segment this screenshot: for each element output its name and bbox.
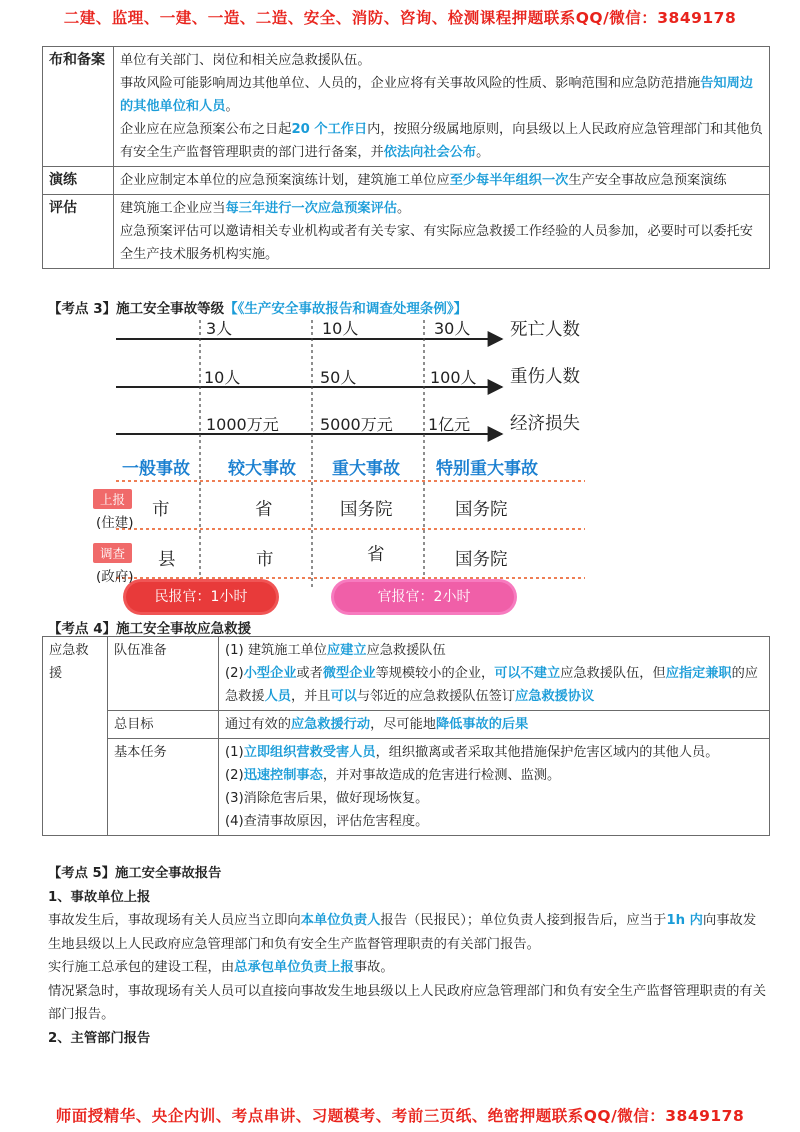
highlight: 小型企业	[243, 666, 297, 681]
injury-label-rest: 人数	[545, 367, 580, 387]
injury-10: 10人	[204, 368, 241, 387]
text: 。	[476, 145, 490, 160]
bottom-banner: 师面授精华、央企内训、考点串讲、习题模考、考前三页纸、绝密押题联系QQ/微信：3849178	[55, 1107, 745, 1125]
kp3-title	[48, 297, 467, 317]
civil-report-cloud: 民报官：1小时	[126, 582, 276, 612]
loss-1000w: 1000万元	[206, 415, 279, 434]
investigate-tag: 调查	[93, 543, 132, 563]
injury-emphasis: 重伤	[510, 367, 545, 387]
highlight: 总承包单位负责上报	[234, 960, 354, 975]
report-tag: 上报	[93, 489, 132, 509]
table-row	[43, 739, 770, 836]
text-line	[225, 764, 763, 787]
kp5-para1	[48, 909, 768, 956]
row-body-beian	[114, 47, 770, 167]
highlight: 迅速控制事态	[243, 768, 323, 783]
highlight: 依法向社会公布	[383, 145, 477, 160]
text: 事故发生后，事故现场有关人员应当立即向	[48, 913, 301, 928]
text-line	[225, 639, 763, 662]
report-general: 市	[152, 500, 170, 520]
goal-label: 总目标	[108, 711, 219, 739]
table-row	[43, 711, 770, 739]
level-major: 重大事故	[332, 459, 400, 479]
text-line	[120, 197, 763, 220]
highlight: 应建立	[327, 643, 367, 658]
highlight: 应急救援协议	[515, 689, 595, 704]
highlight: 人员	[264, 689, 291, 704]
highlight: 可以	[330, 689, 357, 704]
task-label: 基本任务	[108, 739, 219, 836]
kp5-sub2: 2、主管部门报告	[48, 1030, 151, 1046]
text: 事故风险可能影响周边其他单位、人员的，企业应将有关事故风险的性质、影响范围和应急防范措施	[120, 76, 701, 91]
text-line	[225, 662, 763, 708]
highlight: 降低事故的后果	[436, 717, 529, 732]
loss-5000w: 5000万元	[320, 415, 393, 434]
text-line	[120, 72, 763, 118]
report-extra-major: 国务院	[455, 500, 508, 520]
top-banner: 二建、监理、一建、一造、二造、安全、消防、咨询、检测课程押题联系QQ/微信：3849178	[63, 9, 737, 27]
text: 生产安全事故应急预案演练	[568, 173, 727, 188]
death-3: 3人	[206, 319, 233, 338]
kp5-sub1: 1、事故单位上报	[48, 889, 151, 905]
text: ，组织撤离或者采取其他措施保护危害区域内的其他人员。	[375, 745, 719, 760]
emergency-rescue-table	[42, 636, 770, 836]
highlight: 告知周边的其他单位和人员	[120, 76, 753, 114]
kp5-para3: 情况紧急时，事故现场有关人员可以直接向事故发生地县级以上人民政府应急管理部门和负有安全生产监督管理职责的有关部门报告。	[48, 983, 767, 1022]
row-head-pinggu: 评估	[43, 195, 114, 269]
text-line: 单位有关部门、岗位和相关应急救援队伍。	[120, 53, 371, 68]
investigate-extra-major: 国务院	[455, 550, 508, 570]
injury-label	[510, 363, 580, 388]
text: ，并对事故造成的危害进行检测、监测。	[322, 768, 561, 783]
highlight: 20 个工作日	[291, 122, 368, 137]
report-major: 国务院	[340, 500, 393, 520]
goal-content	[219, 711, 770, 739]
text-line: 应急预案评估可以邀请相关专业机构或者有关专家、有实际应急救援工作经验的人员参加，必要时可以委托安全生产技术服务机构实施。	[120, 224, 753, 262]
level-general: 一般事故	[122, 459, 190, 479]
row-head-yanlian: 演练	[43, 167, 114, 195]
highlight: 应急救援行动	[290, 717, 371, 732]
kp4-title: 【考点 4】施工安全事故应急救援	[48, 621, 252, 637]
investigate-org: (政府)	[96, 569, 134, 585]
injury-50: 50人	[320, 368, 357, 387]
text: 实行施工总承包的建设工程，由	[48, 960, 235, 975]
text: 。	[396, 201, 411, 216]
text: 。	[225, 99, 239, 114]
text: 应急救援队伍	[366, 643, 446, 658]
text: (1) 建筑施工单位	[225, 643, 327, 658]
death-30: 30人	[434, 319, 471, 338]
kp5-title: 【考点 5】施工安全事故报告	[48, 866, 222, 881]
highlight: 可以不建立	[494, 666, 561, 681]
highlight: 应指定兼职	[665, 666, 732, 681]
text: (2)	[225, 666, 244, 681]
row-body-pinggu	[114, 195, 770, 269]
text: ，并且	[290, 689, 331, 704]
text-line: (4)查清事故原因，评估危害程度。	[225, 814, 429, 829]
injury-100: 100人	[430, 368, 477, 387]
text: 通过有效的	[225, 717, 291, 732]
highlight: 每三年进行一次应急预案评估	[225, 201, 397, 216]
highlight: 立即组织营救受害人员	[243, 745, 376, 760]
investigate-larger: 市	[256, 550, 274, 570]
death-10: 10人	[322, 319, 359, 338]
highlight: 微型企业	[322, 666, 376, 681]
kp5-section	[48, 862, 768, 1050]
official-report-cloud: 官报官：2小时	[334, 582, 514, 612]
text: 事故。	[353, 960, 394, 975]
row-body-yanlian	[114, 167, 770, 195]
rescue-head: 应急救援	[43, 637, 108, 836]
text: ，尽可能地	[370, 717, 436, 732]
text: 建筑施工企业应当	[120, 201, 226, 216]
text: 或者	[296, 666, 323, 681]
text: 报告（民报民）；单位负责人接到报告后，应当于	[380, 913, 667, 928]
text-line	[225, 741, 763, 764]
loss-label: 经济损失	[510, 414, 580, 434]
table-row	[43, 637, 770, 711]
death-label: 死亡人数	[510, 320, 580, 340]
loss-1yi: 1亿元	[428, 415, 471, 434]
table-row	[43, 195, 770, 269]
text: (2)	[225, 768, 244, 783]
text: 向事故发生地县级以上人民政府应急管理部门和负有安全生产监督管理职责的有关部门报告。	[48, 913, 757, 952]
team-content	[219, 637, 770, 711]
title-text: 【考点 3】施工安全事故等级	[48, 301, 225, 317]
level-larger: 较大事故	[228, 459, 296, 479]
text: (1)	[225, 745, 244, 760]
text: 内，按照分级属地原则，向县级以上人民政府应急管理部门和其他负有安全生产监督管理职责的部门进行备案，并	[120, 122, 763, 160]
highlight: 本单位负责人	[300, 913, 381, 928]
emergency-plan-table	[42, 46, 770, 269]
task-content	[219, 739, 770, 836]
report-larger: 省	[255, 500, 273, 520]
text: 与邻近的应急救援队伍签订	[356, 689, 516, 704]
text: 等规模较小的企业，	[375, 666, 495, 681]
text: 的应急救援	[225, 666, 758, 704]
text: 应急救援队伍，但	[560, 666, 666, 681]
table-row	[43, 167, 770, 195]
text-line	[120, 118, 763, 164]
investigate-general: 县	[158, 550, 176, 570]
investigate-major: 省	[367, 545, 385, 565]
level-extra-major: 特别重大事故	[436, 459, 538, 479]
highlight: 1h 内	[666, 913, 703, 928]
kp5-para2	[48, 956, 768, 980]
text: 企业应在应急预案公布之日起	[120, 122, 292, 137]
report-org: (住建)	[96, 515, 134, 531]
regulation-ref: 【《生产安全事故报告和调查处理条例》】	[224, 301, 468, 317]
highlight: 至少每半年组织一次	[449, 173, 569, 188]
text-line: (3)消除危害后果，做好现场恢复。	[225, 791, 429, 806]
table-row	[43, 47, 770, 167]
row-head-beian: 布和备案	[43, 47, 114, 167]
team-label: 队伍准备	[108, 637, 219, 711]
text: 企业应制定本单位的应急预案演练计划，建筑施工单位应	[120, 173, 450, 188]
